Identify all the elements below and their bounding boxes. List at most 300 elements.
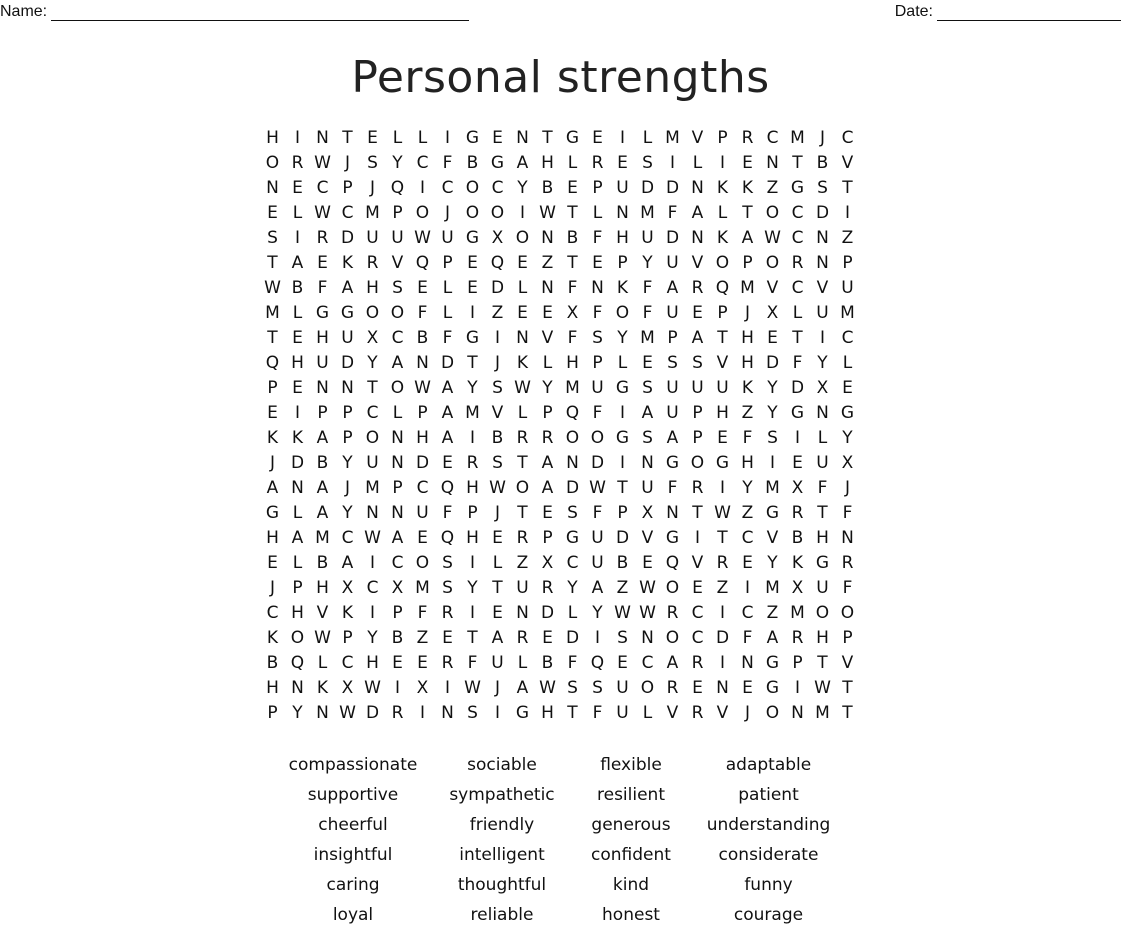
grid-letter[interactable]: J <box>844 477 850 498</box>
grid-letter[interactable]: E <box>542 502 553 523</box>
grid-letter[interactable]: N <box>791 702 804 723</box>
grid-letter[interactable]: D <box>565 627 580 648</box>
grid-letter[interactable]: F <box>817 477 828 498</box>
grid-letter[interactable]: D <box>815 202 830 223</box>
grid-letter[interactable]: O <box>515 477 530 498</box>
grid-letter[interactable]: E <box>692 677 703 698</box>
grid-letter[interactable]: F <box>592 702 603 723</box>
grid-letter[interactable]: Y <box>642 252 653 273</box>
grid-letter[interactable]: F <box>317 277 328 298</box>
grid-letter[interactable]: M <box>765 477 780 498</box>
grid-letter[interactable]: A <box>441 427 454 448</box>
grid-letter[interactable]: N <box>716 677 729 698</box>
grid-letter[interactable]: J <box>369 177 375 198</box>
grid-letter[interactable]: I <box>694 527 700 548</box>
grid-letter[interactable]: O <box>590 427 605 448</box>
grid-letter[interactable]: K <box>266 627 279 648</box>
grid-letter[interactable]: G <box>615 427 630 448</box>
grid-letter[interactable]: V <box>691 127 704 148</box>
grid-letter[interactable]: W <box>364 527 381 548</box>
grid-letter[interactable]: J <box>444 202 450 223</box>
grid-letter[interactable]: A <box>591 577 604 598</box>
grid-letter[interactable]: N <box>516 602 529 623</box>
grid-letter[interactable]: R <box>691 702 704 723</box>
grid-letter[interactable]: O <box>265 152 280 173</box>
grid-letter[interactable]: L <box>292 302 303 323</box>
grid-letter[interactable]: Q <box>440 527 455 548</box>
grid-letter[interactable]: H <box>416 427 429 448</box>
grid-letter[interactable]: C <box>841 327 854 348</box>
grid-letter[interactable]: V <box>766 277 779 298</box>
grid-letter[interactable]: Y <box>767 402 778 423</box>
grid-letter[interactable]: E <box>317 252 328 273</box>
grid-letter[interactable]: V <box>691 252 704 273</box>
grid-letter[interactable]: T <box>792 152 803 173</box>
grid-letter[interactable]: O <box>290 627 305 648</box>
grid-letter[interactable]: A <box>441 402 454 423</box>
grid-letter[interactable]: O <box>765 252 780 273</box>
grid-letter[interactable]: K <box>716 177 729 198</box>
grid-letter[interactable]: Q <box>390 177 405 198</box>
grid-letter[interactable]: G <box>565 527 580 548</box>
grid-letter[interactable]: H <box>266 677 279 698</box>
grid-letter[interactable]: F <box>417 602 428 623</box>
grid-letter[interactable]: V <box>666 702 679 723</box>
grid-letter[interactable]: R <box>366 252 379 273</box>
grid-letter[interactable]: T <box>542 127 553 148</box>
grid-letter[interactable]: B <box>316 552 329 573</box>
grid-letter[interactable]: M <box>840 302 855 323</box>
grid-letter[interactable]: N <box>316 127 329 148</box>
grid-letter[interactable]: R <box>791 502 804 523</box>
grid-letter[interactable]: C <box>691 627 704 648</box>
grid-letter[interactable]: L <box>517 652 528 673</box>
grid-letter[interactable]: R <box>741 127 754 148</box>
grid-letter[interactable]: V <box>766 527 779 548</box>
grid-letter[interactable]: P <box>592 352 603 373</box>
grid-letter[interactable]: X <box>566 302 579 323</box>
grid-letter[interactable]: U <box>316 352 329 373</box>
grid-letter[interactable]: X <box>791 577 804 598</box>
grid-letter[interactable]: O <box>465 177 480 198</box>
grid-letter[interactable]: T <box>717 527 728 548</box>
grid-letter[interactable]: T <box>792 327 803 348</box>
grid-letter[interactable]: P <box>617 502 628 523</box>
grid-letter[interactable]: N <box>841 527 854 548</box>
grid-letter[interactable]: A <box>691 202 704 223</box>
grid-letter[interactable]: N <box>641 452 654 473</box>
grid-letter[interactable]: E <box>492 527 503 548</box>
grid-letter[interactable]: K <box>791 552 804 573</box>
grid-letter[interactable]: P <box>342 402 353 423</box>
grid-letter[interactable]: P <box>792 652 803 673</box>
grid-letter[interactable]: Y <box>367 352 378 373</box>
grid-letter[interactable]: F <box>442 502 453 523</box>
grid-letter[interactable]: A <box>491 627 504 648</box>
grid-letter[interactable]: G <box>515 702 530 723</box>
grid-letter[interactable]: I <box>819 327 825 348</box>
grid-letter[interactable]: R <box>441 652 454 673</box>
grid-letter[interactable]: T <box>267 252 278 273</box>
grid-letter[interactable]: A <box>541 477 554 498</box>
grid-letter[interactable]: R <box>291 152 304 173</box>
grid-letter[interactable]: Y <box>767 377 778 398</box>
grid-letter[interactable]: C <box>416 152 429 173</box>
grid-letter[interactable]: P <box>842 627 853 648</box>
grid-letter[interactable]: B <box>541 177 554 198</box>
grid-letter[interactable]: U <box>441 227 454 248</box>
grid-letter[interactable]: B <box>541 652 554 673</box>
grid-letter[interactable]: N <box>541 227 554 248</box>
grid-letter[interactable]: K <box>291 427 304 448</box>
grid-letter[interactable]: T <box>817 652 828 673</box>
grid-letter[interactable]: Q <box>290 652 305 673</box>
grid-letter[interactable]: E <box>492 127 503 148</box>
grid-letter[interactable]: W <box>614 602 631 623</box>
grid-letter[interactable]: E <box>542 627 553 648</box>
grid-letter[interactable]: G <box>765 502 780 523</box>
grid-letter[interactable]: I <box>769 452 775 473</box>
grid-letter[interactable]: O <box>840 602 855 623</box>
grid-letter[interactable]: R <box>791 252 804 273</box>
grid-letter[interactable]: G <box>665 452 680 473</box>
grid-letter[interactable]: T <box>567 252 578 273</box>
grid-letter[interactable]: C <box>441 177 454 198</box>
grid-letter[interactable]: K <box>516 352 529 373</box>
grid-letter[interactable]: M <box>465 402 480 423</box>
grid-letter[interactable]: R <box>666 602 679 623</box>
grid-letter[interactable]: G <box>565 127 580 148</box>
grid-letter[interactable]: P <box>617 252 628 273</box>
grid-letter[interactable]: Z <box>766 602 779 623</box>
grid-letter[interactable]: I <box>394 677 400 698</box>
grid-letter[interactable]: L <box>392 127 403 148</box>
grid-letter[interactable]: K <box>316 677 329 698</box>
grid-letter[interactable]: A <box>691 327 704 348</box>
grid-letter[interactable]: H <box>816 627 829 648</box>
grid-letter[interactable]: T <box>692 502 703 523</box>
grid-letter[interactable]: N <box>416 352 429 373</box>
grid-letter[interactable]: E <box>742 152 753 173</box>
grid-letter[interactable]: B <box>791 527 804 548</box>
grid-letter[interactable]: K <box>741 177 754 198</box>
grid-letter[interactable]: F <box>567 277 578 298</box>
grid-letter[interactable]: P <box>542 402 553 423</box>
grid-letter[interactable]: N <box>341 377 354 398</box>
grid-letter[interactable]: W <box>314 202 331 223</box>
grid-letter[interactable]: J <box>494 677 500 698</box>
grid-letter[interactable]: U <box>366 227 379 248</box>
grid-letter[interactable]: N <box>366 502 379 523</box>
grid-letter[interactable]: I <box>719 152 725 173</box>
grid-letter[interactable]: U <box>666 302 679 323</box>
grid-letter[interactable]: E <box>442 627 453 648</box>
grid-letter[interactable]: F <box>667 477 678 498</box>
grid-letter[interactable]: A <box>666 277 679 298</box>
grid-letter[interactable]: R <box>316 227 329 248</box>
grid-letter[interactable]: I <box>294 227 300 248</box>
grid-letter[interactable]: S <box>392 277 403 298</box>
grid-letter[interactable]: Z <box>841 227 854 248</box>
grid-letter[interactable]: K <box>341 252 354 273</box>
grid-letter[interactable]: X <box>766 302 779 323</box>
grid-letter[interactable]: P <box>692 427 703 448</box>
grid-letter[interactable]: D <box>665 227 680 248</box>
grid-letter[interactable]: M <box>365 202 380 223</box>
grid-letter[interactable]: C <box>391 327 404 348</box>
grid-letter[interactable]: O <box>365 302 380 323</box>
grid-letter[interactable]: N <box>741 652 754 673</box>
grid-letter[interactable]: K <box>616 277 629 298</box>
grid-letter[interactable]: E <box>642 352 653 373</box>
grid-letter[interactable]: H <box>716 402 729 423</box>
grid-letter[interactable]: M <box>415 577 430 598</box>
grid-letter[interactable]: L <box>567 602 578 623</box>
grid-letter[interactable]: X <box>641 502 654 523</box>
grid-letter[interactable]: Y <box>767 552 778 573</box>
grid-letter[interactable]: G <box>665 527 680 548</box>
grid-letter[interactable]: I <box>469 552 475 573</box>
grid-letter[interactable]: G <box>790 402 805 423</box>
grid-letter[interactable]: P <box>692 402 703 423</box>
grid-letter[interactable]: E <box>392 652 403 673</box>
grid-letter[interactable]: J <box>269 452 275 473</box>
grid-letter[interactable]: E <box>517 252 528 273</box>
grid-letter[interactable]: T <box>467 352 478 373</box>
grid-letter[interactable]: N <box>691 227 704 248</box>
grid-letter[interactable]: D <box>790 377 805 398</box>
grid-letter[interactable]: A <box>341 552 354 573</box>
grid-letter[interactable]: R <box>791 627 804 648</box>
grid-letter[interactable]: L <box>792 302 803 323</box>
grid-letter[interactable]: N <box>616 202 629 223</box>
grid-letter[interactable]: W <box>414 377 431 398</box>
grid-letter[interactable]: L <box>592 202 603 223</box>
grid-letter[interactable]: C <box>316 177 329 198</box>
grid-letter[interactable]: D <box>765 352 780 373</box>
grid-letter[interactable]: A <box>391 352 404 373</box>
grid-letter[interactable]: H <box>316 577 329 598</box>
grid-letter[interactable]: F <box>842 502 853 523</box>
grid-letter[interactable]: F <box>442 327 453 348</box>
grid-letter[interactable]: P <box>342 627 353 648</box>
grid-letter[interactable]: E <box>692 302 703 323</box>
grid-letter[interactable]: S <box>667 352 678 373</box>
grid-letter[interactable]: R <box>666 677 679 698</box>
grid-letter[interactable]: W <box>714 502 731 523</box>
grid-letter[interactable]: L <box>417 127 428 148</box>
date-line[interactable] <box>937 2 1121 21</box>
grid-letter[interactable]: A <box>666 652 679 673</box>
grid-letter[interactable]: L <box>492 552 503 573</box>
grid-letter[interactable]: E <box>292 377 303 398</box>
grid-letter[interactable]: N <box>766 152 779 173</box>
grid-letter[interactable]: O <box>615 302 630 323</box>
grid-letter[interactable]: X <box>391 577 404 598</box>
grid-letter[interactable]: R <box>716 552 729 573</box>
grid-letter[interactable]: C <box>791 277 804 298</box>
grid-letter[interactable]: Q <box>665 552 680 573</box>
grid-letter[interactable]: U <box>816 577 829 598</box>
grid-letter[interactable]: T <box>842 177 853 198</box>
grid-letter[interactable]: U <box>841 277 854 298</box>
grid-letter[interactable]: S <box>567 502 578 523</box>
grid-letter[interactable]: Z <box>516 552 529 573</box>
grid-letter[interactable]: R <box>591 152 604 173</box>
grid-letter[interactable]: U <box>591 527 604 548</box>
grid-letter[interactable]: N <box>641 627 654 648</box>
grid-letter[interactable]: H <box>316 327 329 348</box>
grid-letter[interactable]: I <box>594 627 600 648</box>
grid-letter[interactable]: F <box>442 152 453 173</box>
grid-letter[interactable]: W <box>539 202 556 223</box>
grid-letter[interactable]: Y <box>617 327 628 348</box>
grid-letter[interactable]: Y <box>467 577 478 598</box>
grid-letter[interactable]: B <box>491 427 504 448</box>
grid-letter[interactable]: F <box>742 427 753 448</box>
grid-letter[interactable]: S <box>642 377 653 398</box>
grid-letter[interactable]: E <box>367 127 378 148</box>
grid-letter[interactable]: Q <box>715 277 730 298</box>
grid-letter[interactable]: X <box>791 477 804 498</box>
grid-letter[interactable]: J <box>344 477 350 498</box>
grid-letter[interactable]: Y <box>542 377 553 398</box>
grid-letter[interactable]: I <box>519 202 525 223</box>
grid-letter[interactable]: X <box>341 577 354 598</box>
grid-letter[interactable]: E <box>742 677 753 698</box>
grid-letter[interactable]: N <box>541 277 554 298</box>
grid-letter[interactable]: D <box>290 452 305 473</box>
grid-letter[interactable]: C <box>341 527 354 548</box>
grid-letter[interactable]: N <box>316 377 329 398</box>
grid-letter[interactable]: P <box>292 577 303 598</box>
grid-letter[interactable]: Q <box>565 402 580 423</box>
grid-letter[interactable]: U <box>691 377 704 398</box>
grid-letter[interactable]: N <box>291 477 304 498</box>
grid-letter[interactable]: S <box>592 677 603 698</box>
grid-letter[interactable]: O <box>815 602 830 623</box>
grid-letter[interactable]: W <box>314 152 331 173</box>
grid-letter[interactable]: T <box>517 452 528 473</box>
grid-letter[interactable]: M <box>815 702 830 723</box>
grid-letter[interactable]: U <box>341 327 354 348</box>
grid-letter[interactable]: I <box>294 127 300 148</box>
grid-letter[interactable]: J <box>344 152 350 173</box>
grid-letter[interactable]: B <box>816 152 829 173</box>
grid-letter[interactable]: S <box>642 152 653 173</box>
grid-letter[interactable]: N <box>266 177 279 198</box>
grid-letter[interactable]: W <box>514 377 531 398</box>
grid-letter[interactable]: D <box>565 477 580 498</box>
grid-letter[interactable]: C <box>791 227 804 248</box>
grid-letter[interactable]: O <box>765 702 780 723</box>
grid-letter[interactable]: A <box>641 402 654 423</box>
grid-letter[interactable]: I <box>419 702 425 723</box>
grid-letter[interactable]: I <box>294 402 300 423</box>
grid-letter[interactable]: M <box>640 202 655 223</box>
grid-letter[interactable]: H <box>566 352 579 373</box>
grid-letter[interactable]: H <box>291 352 304 373</box>
grid-letter[interactable]: X <box>491 227 504 248</box>
grid-letter[interactable]: D <box>440 352 455 373</box>
grid-letter[interactable]: E <box>417 527 428 548</box>
grid-letter[interactable]: G <box>340 302 355 323</box>
grid-letter[interactable]: P <box>542 527 553 548</box>
grid-letter[interactable]: E <box>617 652 628 673</box>
grid-letter[interactable]: P <box>467 502 478 523</box>
grid-letter[interactable]: O <box>690 452 705 473</box>
grid-letter[interactable]: N <box>816 227 829 248</box>
grid-letter[interactable]: Y <box>342 502 353 523</box>
grid-letter[interactable]: B <box>391 627 404 648</box>
grid-letter[interactable]: B <box>291 277 304 298</box>
grid-letter[interactable]: D <box>665 177 680 198</box>
grid-letter[interactable]: I <box>369 552 375 573</box>
grid-letter[interactable]: E <box>267 202 278 223</box>
grid-letter[interactable]: R <box>466 452 479 473</box>
grid-letter[interactable]: E <box>292 327 303 348</box>
grid-letter[interactable]: T <box>842 677 853 698</box>
grid-letter[interactable]: F <box>417 302 428 323</box>
grid-letter[interactable]: V <box>316 602 329 623</box>
grid-letter[interactable]: N <box>816 252 829 273</box>
grid-letter[interactable]: G <box>465 327 480 348</box>
grid-letter[interactable]: I <box>719 652 725 673</box>
grid-letter[interactable]: D <box>490 277 505 298</box>
grid-letter[interactable]: U <box>616 677 629 698</box>
grid-letter[interactable]: U <box>641 227 654 248</box>
grid-letter[interactable]: A <box>666 427 679 448</box>
grid-letter[interactable]: Y <box>842 427 853 448</box>
grid-letter[interactable]: R <box>541 577 554 598</box>
grid-letter[interactable]: A <box>291 252 304 273</box>
grid-letter[interactable]: E <box>492 602 503 623</box>
grid-letter[interactable]: L <box>817 427 828 448</box>
grid-letter[interactable]: S <box>592 327 603 348</box>
grid-letter[interactable]: W <box>264 277 281 298</box>
grid-letter[interactable]: L <box>292 502 303 523</box>
grid-letter[interactable]: Z <box>616 577 629 598</box>
grid-letter[interactable]: K <box>741 377 754 398</box>
grid-letter[interactable]: Q <box>490 252 505 273</box>
grid-letter[interactable]: E <box>267 552 278 573</box>
grid-letter[interactable]: L <box>542 352 553 373</box>
grid-letter[interactable]: G <box>315 302 330 323</box>
grid-letter[interactable]: C <box>366 402 379 423</box>
grid-letter[interactable]: I <box>719 602 725 623</box>
grid-letter[interactable]: Z <box>416 627 429 648</box>
grid-letter[interactable]: D <box>715 627 730 648</box>
grid-letter[interactable]: C <box>841 127 854 148</box>
grid-letter[interactable]: M <box>365 477 380 498</box>
grid-letter[interactable]: E <box>292 177 303 198</box>
grid-letter[interactable]: Z <box>491 302 504 323</box>
grid-letter[interactable]: N <box>441 702 454 723</box>
grid-letter[interactable]: F <box>592 302 603 323</box>
grid-letter[interactable]: F <box>592 227 603 248</box>
grid-letter[interactable]: C <box>791 202 804 223</box>
grid-letter[interactable]: L <box>717 202 728 223</box>
grid-letter[interactable]: U <box>666 377 679 398</box>
grid-letter[interactable]: O <box>515 227 530 248</box>
grid-letter[interactable]: A <box>741 227 754 248</box>
name-line[interactable] <box>51 2 469 21</box>
grid-letter[interactable]: L <box>442 277 453 298</box>
grid-letter[interactable]: A <box>266 477 279 498</box>
grid-letter[interactable]: I <box>419 177 425 198</box>
grid-letter[interactable]: C <box>741 602 754 623</box>
grid-letter[interactable]: L <box>642 127 653 148</box>
